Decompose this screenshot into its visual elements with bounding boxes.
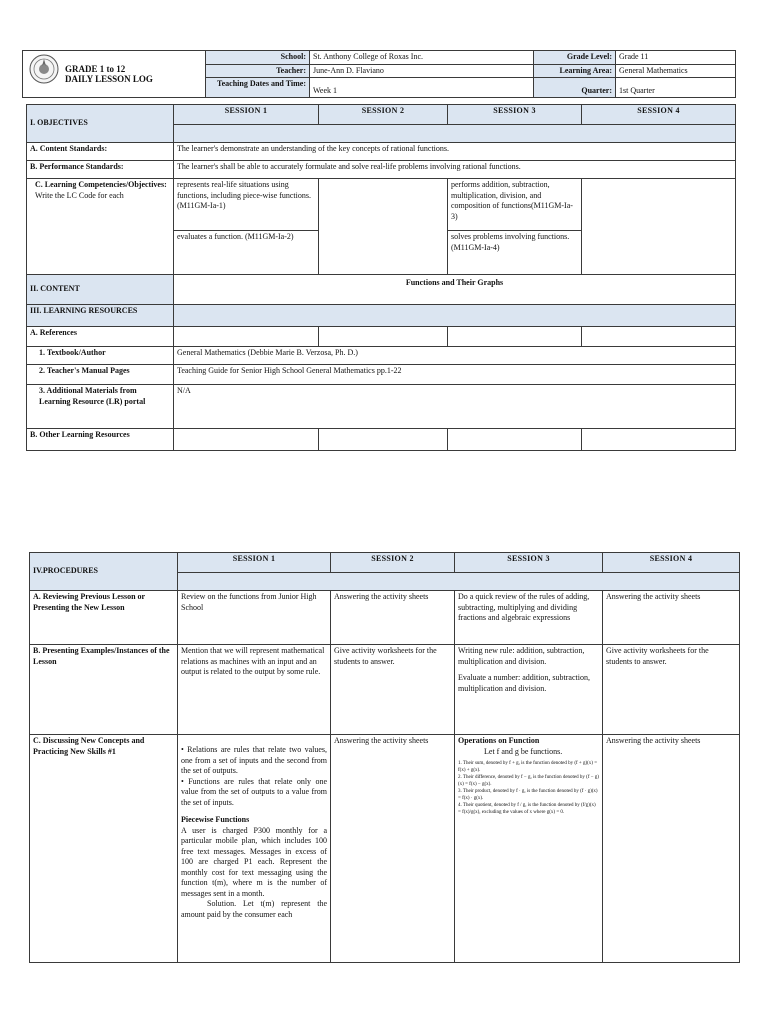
additional-value: N/A (174, 385, 736, 429)
lc-1: represents real-life situations using functions, including piece-wise functions. (M11GM-Ia-1) (174, 179, 319, 231)
other-s2 (319, 429, 448, 451)
proc-c-s2: Answering the activity sheets (331, 735, 455, 963)
other-s4 (582, 429, 736, 451)
session-4-header: SESSION 4 (582, 105, 736, 125)
teacher-label: Teacher: (206, 64, 310, 78)
proc-session-3-header: SESSION 3 (455, 553, 603, 573)
header-title: GRADE 1 to 12 DAILY LESSON LOG (23, 51, 206, 98)
proc-c-s3: Operations on Function Let f and g be functions. 1. Their sum, denoted by f + g, is the function denoted by (f + g)(x) = f(x) + g(x). 2. Their difference, denoted by f − g, is the function denoted by (f − g)(x) = f(x) − g(x). 3. Their product, denoted by f · g, is the function denoted by (f · g)(x) = f(x) · g(x). 4. Their quotient, denoted by f / g, is the function denoted by (f/g)(x) = f(x)/g(x), excluding the values of x where g(x) = 0. (455, 735, 603, 963)
proc-a-s1: Review on the functions from Junior High School (178, 591, 331, 645)
proc-c-label: C. Discussing New Concepts and Practicing New Skills #1 (30, 735, 178, 963)
proc-b-s2: Give activity worksheets for the students to answer. (331, 645, 455, 735)
proc-a-s2: Answering the activity sheets (331, 591, 455, 645)
resources-blank (174, 305, 736, 327)
procedures-heading: IV.PROCEDURES (30, 553, 178, 591)
other-resources-label: B. Other Learning Resources (27, 429, 174, 451)
lc-3: performs addition, subtraction, multiplication, division, and composition of functions(M11GM-Ia-3) (448, 179, 582, 231)
other-s1 (174, 429, 319, 451)
quarter-value: 1st Quarter (616, 78, 736, 98)
quarter-label: Quarter: (534, 78, 616, 98)
proc-b-label: B. Presenting Examples/Instances of the Lesson (30, 645, 178, 735)
proc-a-label: A. Reviewing Previous Lesson or Presenting the New Lesson (30, 591, 178, 645)
references-label: A. References (27, 327, 174, 347)
references-s1 (174, 327, 319, 347)
proc-b-s1: Mention that we will represent mathematical relations as machines with an input and an output is related to the output by some rule. (178, 645, 331, 735)
references-s2 (319, 327, 448, 347)
content-value: Functions and Their Graphs (174, 275, 736, 305)
header-table (22, 50, 736, 98)
learning-area-label: Learning Area: (534, 64, 616, 78)
proc-c-s4: Answering the activity sheets (603, 735, 740, 963)
session-3-header: SESSION 3 (448, 105, 582, 125)
content-standards-label: A. Content Standards: (27, 143, 174, 161)
proc-b-s3: Writing new rule: addition, subtraction, multiplication and division. Evaluate a number: addition, subtraction, multiplication and division. (455, 645, 603, 735)
textbook-label: 1. Textbook/Author (27, 347, 174, 365)
objectives-blank (174, 125, 736, 143)
manual-label: 2. Teacher's Manual Pages (27, 365, 174, 385)
proc-a-s4: Answering the activity sheets (603, 591, 740, 645)
lc-2: evaluates a function. (M11GM-Ia-2) (174, 231, 319, 275)
textbook-value: General Mathematics (Debbie Marie B. Verzosa, Ph. D.) (174, 347, 736, 365)
lc-session2 (319, 179, 448, 275)
lc-session4 (582, 179, 736, 275)
proc-session-4-header: SESSION 4 (603, 553, 740, 573)
content-heading: II. CONTENT (27, 275, 174, 305)
teaching-dates-value: Week 1 (310, 78, 534, 98)
manual-value: Teaching Guide for Senior High School General Mathematics pp.1-22 (174, 365, 736, 385)
additional-label: 3. Additional Materials from Learning Resource (LR) portal (27, 385, 174, 429)
objectives-table (26, 104, 736, 451)
session-2-header: SESSION 2 (319, 105, 448, 125)
procedures-blank (178, 573, 740, 591)
objectives-heading: I. OBJECTIVES (27, 105, 174, 143)
references-s3 (448, 327, 582, 347)
performance-standards-label: B. Performance Standards: (27, 161, 174, 179)
school-label: School: (206, 51, 310, 65)
learning-area-value: General Mathematics (616, 64, 736, 78)
competencies-label: C. Learning Competencies/Objectives: Write the LC Code for each (27, 179, 174, 275)
grade-level-value: Grade 11 (616, 51, 736, 65)
proc-c-s1: • Relations are rules that relate two values, one from a set of inputs and the second from the set of outputs. • Functions are rules that relate only one value from the set of outputs to a value from the set of inputs. Piecewise Functions A user is charged P300 monthly for a particular mobile plan, which includes 100 free text messages. Messages in excess of 100 are charged P1 each. Represent the monthly cost for text messaging using the function t(m), where m is the number of messages sent in a month. Solution. Let t(m) represent the amount paid by the consumer each (178, 735, 331, 963)
performance-standards-text: The learner's shall be able to accurately formulate and solve real-life problems involving rational functions. (174, 161, 736, 179)
references-s4 (582, 327, 736, 347)
proc-b-s4: Give activity worksheets for the students to answer. (603, 645, 740, 735)
session-1-header: SESSION 1 (174, 105, 319, 125)
teacher-value: June-Ann D. Flaviano (310, 64, 534, 78)
proc-a-s3: Do a quick review of the rules of adding, subtracting, multiplying and dividing fractions and algebraic expressions (455, 591, 603, 645)
teaching-dates-label: Teaching Dates and Time: (206, 78, 310, 98)
school-value: St. Anthony College of Roxas Inc. (310, 51, 534, 65)
resources-heading: III. LEARNING RESOURCES (27, 305, 174, 327)
proc-session-2-header: SESSION 2 (331, 553, 455, 573)
other-s3 (448, 429, 582, 451)
procedures-table (29, 552, 740, 963)
lc-4: solves problems involving functions. (M11GM-Ia-4) (448, 231, 582, 275)
content-standards-text: The learner's demonstrate an understanding of the key concepts of rational functions. (174, 143, 736, 161)
proc-session-1-header: SESSION 1 (178, 553, 331, 573)
grade-level-label: Grade Level: (534, 51, 616, 65)
